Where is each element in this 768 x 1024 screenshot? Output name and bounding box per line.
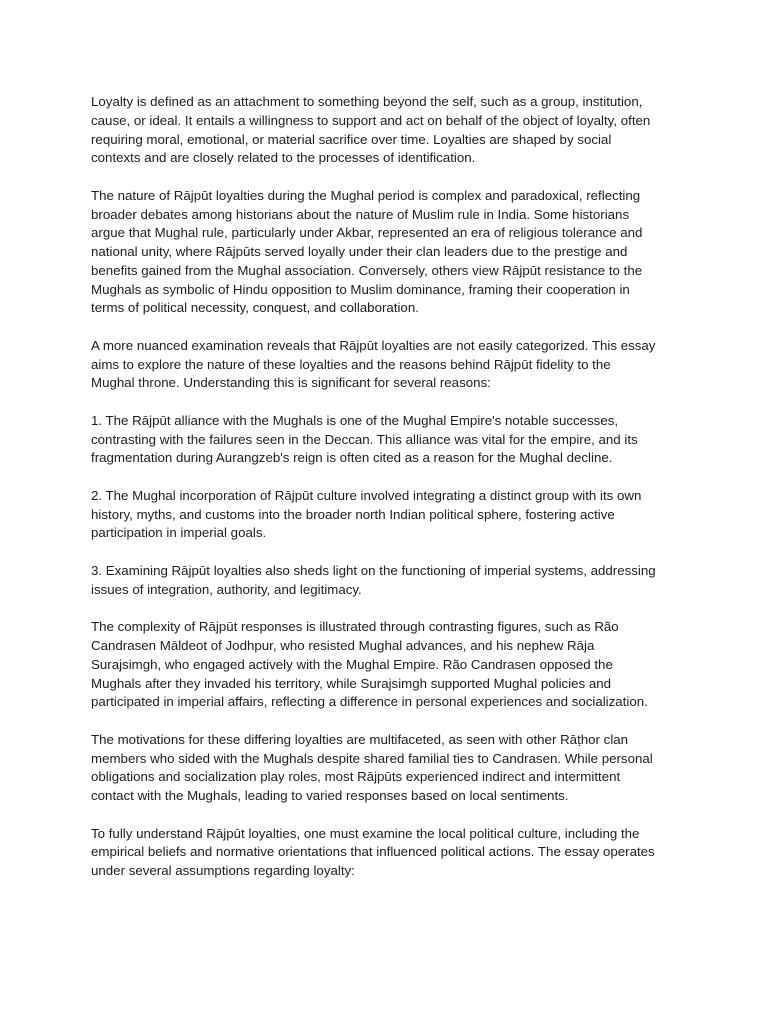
paragraph-loyalty-definition — [91, 93, 691, 168]
text-line: Loyalty is defined as an attachment to something beyond the self, such as a group, institution, — [91, 94, 643, 109]
text-line: The motivations for these differing loyalties are multifaceted, as seen with other Rāṭhor clan — [91, 731, 629, 747]
paragraph-reason-1 — [91, 412, 691, 468]
text-line: 2. The Mughal incorporation of Rājpūt culture involved integrating a distinct group with its own — [91, 487, 642, 503]
text-line: contrasting with the failures seen in the Deccan. This alliance was vital for the empire, and its — [91, 431, 638, 447]
text-line: Candrasen Māldeot of Jodhpur, who resisted Mughal advances, and his nephew Rāja — [91, 638, 595, 654]
text-line: broader debates among historians about the nature of Muslim rule in India. Some historians — [91, 206, 630, 222]
text-line: argue that Mughal rule, particularly under Akbar, represented an era of religious tolerance and — [91, 225, 643, 241]
paragraph-nature-of-loyalties — [91, 187, 691, 318]
text-line: empirical beliefs and normative orientations that influenced political actions. The essay operates — [91, 844, 655, 860]
text-line: obligations and socialization play roles, most Rājpūts experienced indirect and intermittent — [91, 769, 621, 785]
text-line: Mughal throne. Understanding this is significant for several reasons: — [91, 375, 491, 391]
text-line: cause, or ideal. It entails a willingness to support and act on behalf of the object of loyalty, often — [91, 112, 651, 128]
paragraph-nuanced-examination — [91, 337, 691, 393]
text-line: fragmentation during Aurangzeb's reign is often cited as a reason for the Mughal decline. — [91, 450, 613, 466]
text-line: history, myths, and customs into the broader north Indian political sphere, fostering active — [91, 506, 615, 522]
text-line: participation in imperial goals. — [91, 525, 267, 541]
text-line: contact with the Mughals, leading to varied responses based on local sentiments. — [91, 788, 569, 804]
text-line: terms of political necessity, conquest, and collaboration. — [91, 300, 419, 316]
paragraph-local-political-culture — [91, 825, 691, 881]
text-line: Surajsimgh, who engaged actively with the Mughal Empire. Rão Candrasen opposed the — [91, 656, 613, 672]
text-line: Mughals after they invaded his territory, while Surajsimgh supported Mughal policies and — [91, 675, 612, 691]
text-line: The complexity of Rājpūt responses is illustrated through contrasting figures, such as Rão — [91, 619, 619, 635]
text-line: 1. The Rājpūt alliance with the Mughals is one of the Mughal Empire's notable successes, — [91, 412, 619, 428]
text-line: 3. Examining Rājpūt loyalties also sheds light on the functioning of imperial systems, addressing — [91, 562, 656, 578]
text-line: A more nuanced examination reveals that Rājpūt loyalties are not easily categorized. This essay — [91, 337, 656, 353]
text-line: benefits gained from the Mughal association. Conversely, others view Rājpūt resistance to the — [91, 262, 643, 278]
text-line: aims to explore the nature of these loyalties and the reasons behind Rājpūt fidelity to the — [91, 356, 611, 372]
text-line: Mughals as symbolic of Hindu opposition to Muslim dominance, framing their cooperation in — [91, 281, 630, 297]
text-line: under several assumptions regarding loyalty: — [91, 863, 355, 879]
paragraph-reason-3 — [91, 562, 691, 600]
text-line: contexts and are closely related to the processes of identification. — [91, 150, 476, 166]
paragraph-contrasting-figures — [91, 618, 691, 712]
text-line: national unity, where Rājpūts served loyally under their clan leaders due to the prestige and — [91, 244, 628, 260]
text-line: The nature of Rājpūt loyalties during the Mughal period is complex and paradoxical, reflecting — [91, 187, 641, 203]
text-line: requiring moral, emotional, or material sacrifice over time. Loyalties are shaped by social — [91, 131, 612, 147]
text-line: members who sided with the Mughals despite shared familial ties to Candrasen. While personal — [91, 750, 653, 766]
text-line: participated in imperial affairs, reflecting a difference in personal experiences and socialization. — [91, 694, 648, 710]
paragraph-motivations — [91, 731, 691, 806]
document-page — [91, 93, 691, 900]
text-line: To fully understand Rājpūt loyalties, one must examine the local political culture, including the — [91, 825, 640, 841]
paragraph-reason-2 — [91, 487, 691, 543]
text-line: issues of integration, authority, and legitimacy. — [91, 581, 362, 597]
